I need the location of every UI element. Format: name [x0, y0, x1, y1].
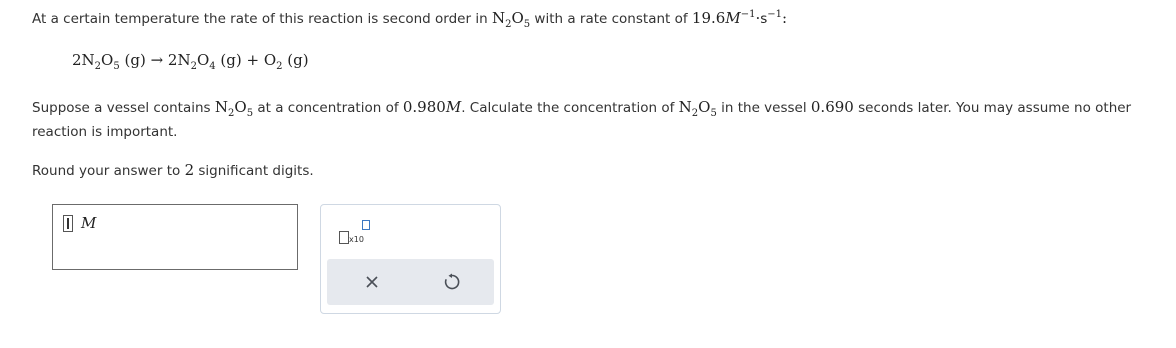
reset-icon[interactable]	[441, 271, 463, 293]
rounding-instruction: Round your answer to 2 significant digits.	[32, 161, 314, 179]
scientific-notation-icon[interactable]: x10	[337, 219, 377, 249]
elapsed-time: 0.690	[810, 98, 854, 116]
initial-concentration: 0.980M	[402, 98, 462, 116]
close-icon[interactable]	[361, 271, 383, 293]
question-line-3: reaction is important.	[32, 124, 178, 140]
answer-value-field[interactable]	[63, 215, 73, 232]
question-line-2: Suppose a vessel contains $N_2O_5$ at a concentration of 0.980M. Calculate the concentration of $N_2O_5$ in the vessel 0.690 seconds later. You may assume no other	[32, 98, 1132, 119]
reaction-equation: $2N_2O_5$ $(g) \to 2N_2O_4$ $(g) + O_2$ (g)	[72, 51, 309, 72]
reaction-arrow: →	[145, 51, 168, 69]
chem-n2o5: $N_2O_5$	[491, 9, 531, 30]
math-tool-panel	[320, 204, 501, 314]
action-button-row	[327, 259, 494, 305]
answer-input-box[interactable]	[52, 204, 298, 270]
rate-constant: $19.6M^{-1}\cdot s^{-1}$:	[691, 9, 788, 27]
answer-unit: M	[81, 214, 97, 232]
question-line-1: At a certain temperature the rate of this reaction is second order in $N_2O_5$ with a rate constant of $19.6M^{-1}\cdot s^{-1}$:	[32, 9, 788, 30]
